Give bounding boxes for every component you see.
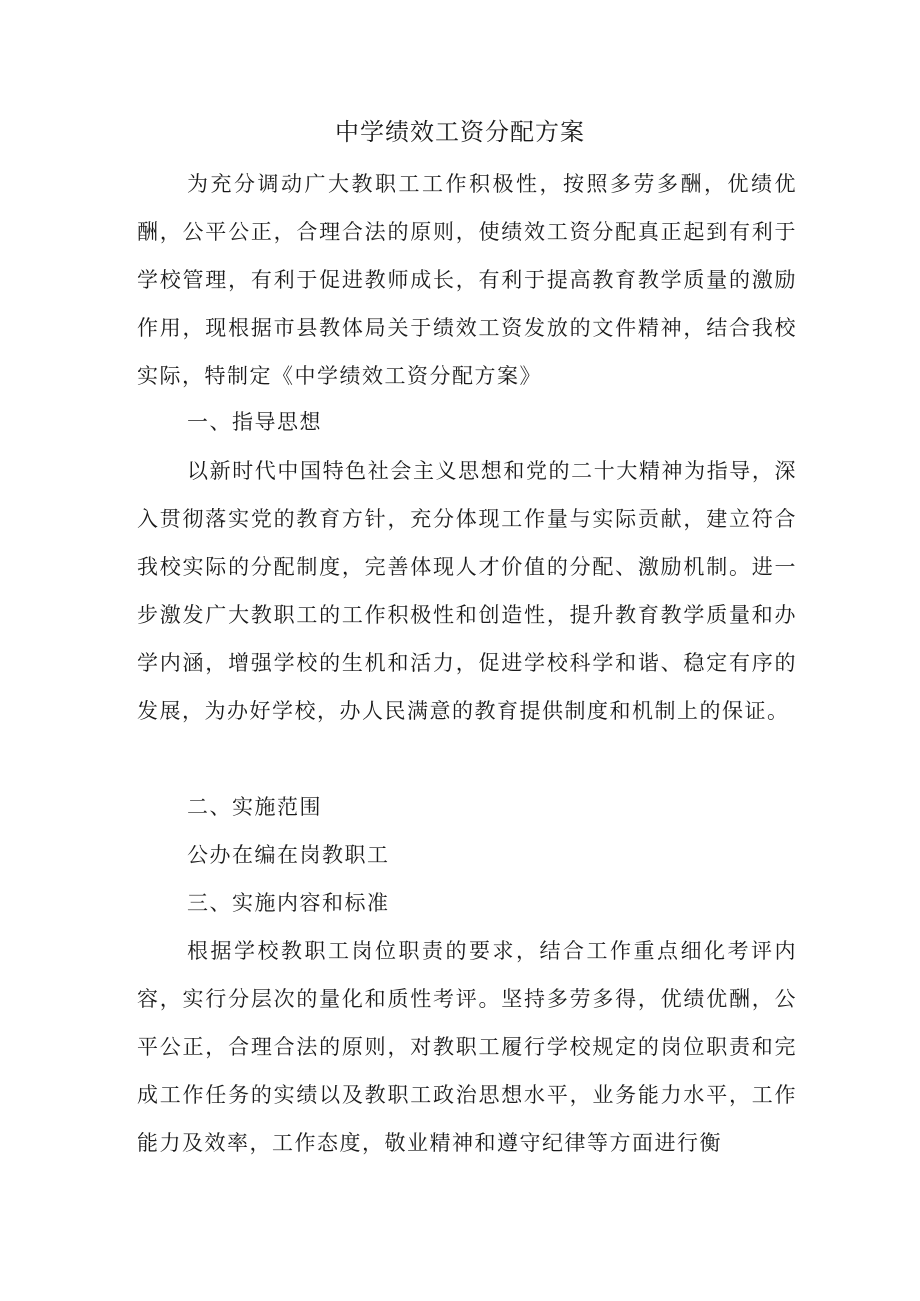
section-2-body: 公办在编在岗教职工 (187, 843, 390, 867)
section-2-heading: 二、实施范围 (187, 795, 322, 819)
section-3-body: 根据学校教职工岗位职责的要求，结合工作重点细化考评内容，实行分层次的量化和质性考评。坚持多劳多得，优绩优酬，公平公正，合理合法的原则，对教职工履行学校规定的岗位职责和完成工作任务的实绩以及教职工政治思想水平，业务能力水平，工作能力及效率，工作态度，敬业精神和遵守纪律等方面进行衡 (137, 939, 797, 1155)
section-3-heading: 三、实施内容和标准 (187, 891, 390, 915)
document-title: 中学绩效工资分配方案 (335, 118, 585, 146)
intro-paragraph: 为充分调动广大教职工工作积极性，按照多劳多酬，优绩优酬，公平公正，合理合法的原则，使绩效工资分配真正起到有利于学校管理，有利于促进教师成长，有利于提高教育教学质量的激励作用，现根据市县教体局关于绩效工资发放的文件精神，结合我校实际，特制定《中学绩效工资分配方案》 (137, 172, 797, 388)
section-1-heading: 一、指导思想 (187, 410, 322, 434)
section-1-body: 以新时代中国特色社会主义思想和党的二十大精神为指导，深入贯彻落实党的教育方针，充分体现工作量与实际贡献，建立符合我校实际的分配制度，完善体现人才价值的分配、激励机制。进一步激发广大教职工的工作积极性和创造性，提升教育教学质量和办学内涵，增强学校的生机和活力，促进学校科学和谐、稳定有序的发展，为办好学校，办人民满意的教育提供制度和机制上的保证。 (137, 459, 797, 723)
